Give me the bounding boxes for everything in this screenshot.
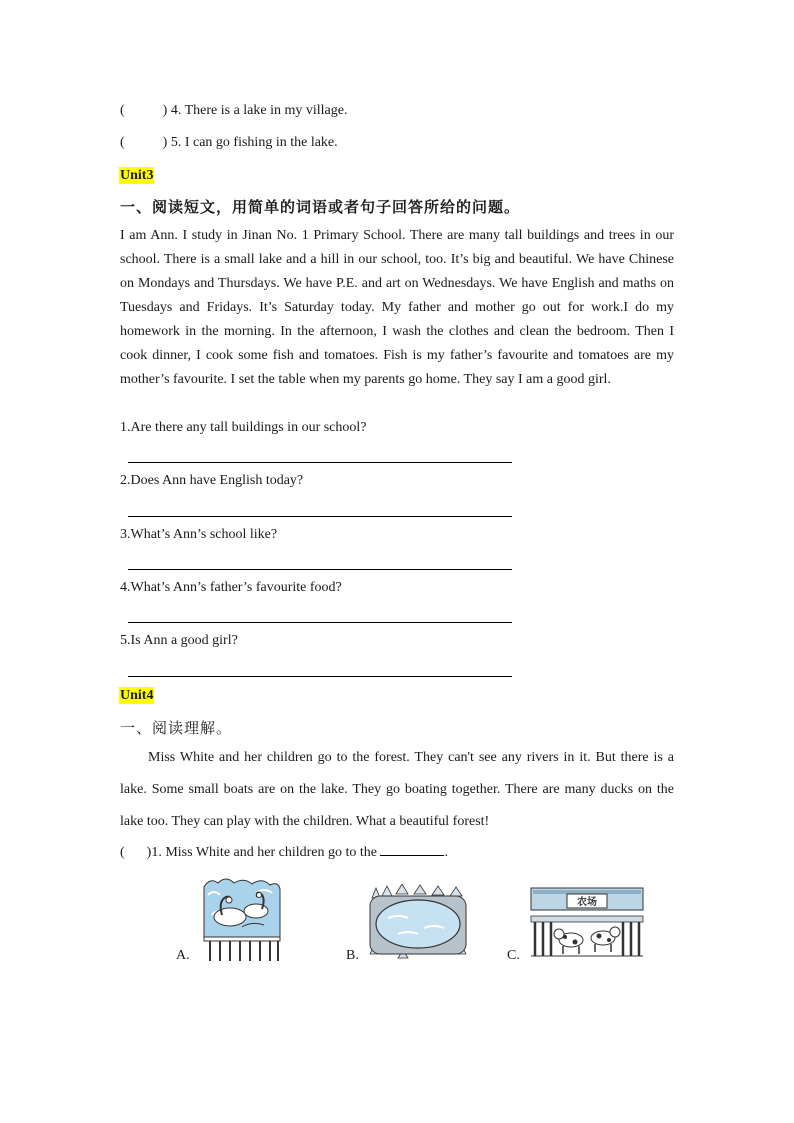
lake-icon[interactable] — [368, 884, 468, 960]
statement-text: 4. There is a lake in my village. — [170, 103, 348, 118]
close-paren: ) — [162, 103, 168, 118]
answer-line-5[interactable] — [128, 676, 512, 677]
answer-blank[interactable] — [380, 843, 444, 856]
unit3-question-4: 4.What’s Ann’s father’s favourite food? — [120, 580, 342, 595]
park-swans-icon[interactable] — [202, 875, 282, 961]
unit3-instruction: 一、阅读短文，用简单的词语或者句子回答所给的问题。 — [120, 198, 521, 216]
option-b-label[interactable]: B. — [346, 948, 359, 963]
answer-line-2[interactable] — [128, 516, 512, 517]
answer-line-4[interactable] — [128, 622, 512, 623]
unit4-passage: Miss White and her children go to the forest. They can't see any rivers in it. But there is a lake. Some small boats are on the lake. They go boating together. There are many ducks on the lake too. They can play with the children. What a beautiful forest! — [120, 750, 674, 829]
true-false-item-4 — [120, 103, 347, 119]
true-false-item-5 — [120, 135, 338, 151]
unit3-passage — [120, 224, 674, 392]
close-paren: ) — [162, 135, 168, 150]
unit3-question-2: 2.Does Ann have English today? — [120, 473, 304, 488]
unit4-question-1: ( )1. Miss White and her children go to the . — [120, 845, 448, 860]
unit4-tag: Unit4 — [120, 688, 154, 703]
farm-sign-text: 农场 — [577, 897, 597, 908]
unit3-question-3: 3.What’s Ann’s school like? — [120, 527, 278, 542]
unit3-question-1: 1.Are there any tall buildings in our school? — [120, 420, 367, 435]
statement-text: 5. I can go fishing in the lake. — [170, 135, 338, 150]
answer-line-3[interactable] — [128, 569, 512, 570]
answer-line-1[interactable] — [128, 462, 512, 463]
option-a-label[interactable]: A. — [176, 948, 190, 963]
option-c-label[interactable]: C. — [507, 948, 520, 963]
unit3-tag: Unit3 — [120, 168, 154, 183]
open-paren: ( — [120, 135, 125, 150]
unit4-instruction: 一、阅读理解。 — [120, 719, 233, 737]
farm-icon[interactable] — [529, 886, 645, 960]
unit3-question-5: 5.Is Ann a good girl? — [120, 633, 238, 648]
unit3-passage-text: I am Ann. I study in Jinan No. 1 Primary School. There are many tall buildings and trees in our school. There is a small lake and a hill in our school, too. It’s big and beautiful. We have Chinese on Mondays and Thursdays. We have P.E. and art on Wednesdays. We have English and maths on Tuesdays and Fridays. It’s Saturday today. My father and mother go out for work.I do my homework in the morning. In the afternoon, I wash the clothes and clean the bedroom. Then I cook dinner, I cook some fish and tomatoes. Fish is my father’s favourite and tomatoes are my mother’s favourite. I set the table when my parents go home. They say I am a good girl. — [120, 228, 674, 387]
open-paren: ( — [120, 103, 125, 118]
